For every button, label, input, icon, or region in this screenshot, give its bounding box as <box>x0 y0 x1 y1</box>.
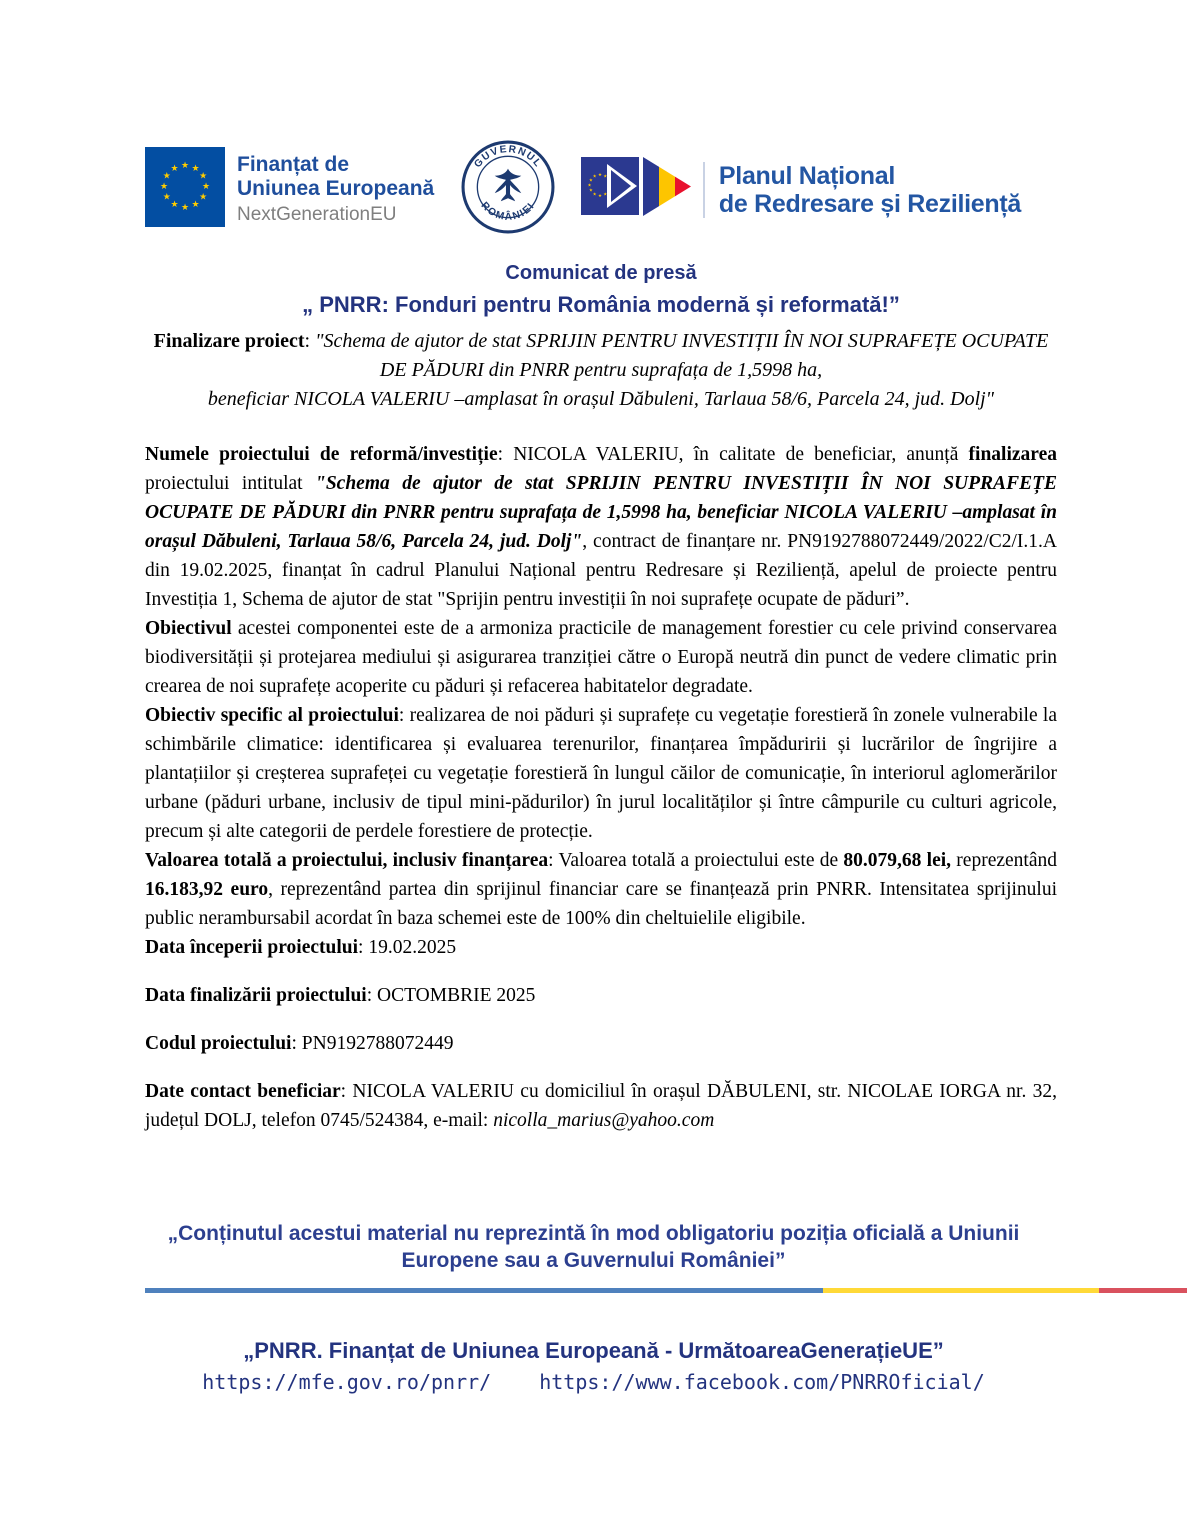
tricolor-divider-rule <box>145 1288 1187 1293</box>
svg-text:★: ★ <box>587 183 592 189</box>
svg-text:★: ★ <box>159 182 169 192</box>
svg-text:★: ★ <box>588 188 593 194</box>
footer-urls <box>0 1370 1187 1394</box>
svg-text:GUVERNUL: GUVERNUL <box>471 144 544 171</box>
svg-text:★: ★ <box>191 163 200 174</box>
pnrr-logo-icon <box>581 151 693 228</box>
body-paragraph-contact: Date contact beneficiar: NICOLA VALERIU cu domiciliul în orașul DĂBULENI, str. NICOLAE IORGA nr. 32, județul DOLJ, telefon 0745/524384, e-mail: nicolla_marius@yahoo.com <box>145 1081 1058 1131</box>
svg-text:★: ★ <box>162 171 171 182</box>
header-logos <box>145 140 1057 239</box>
nextgeneu-label: NextGenerationEU <box>237 204 397 226</box>
pnrr-logo-line1: Planul Național <box>718 161 896 190</box>
eu-funded-label <box>237 153 434 226</box>
rule-blue-segment <box>145 1288 823 1293</box>
body-paragraph-start-date: Data începerii proiectului: 19.02.2025 <box>145 937 457 958</box>
svg-text:★: ★ <box>597 194 602 199</box>
body-paragraph-end-date: Data finalizării proiectului: OCTOMBRIE 2025 <box>145 985 536 1006</box>
bottom-section <box>0 1220 1187 1394</box>
svg-text:★: ★ <box>162 192 171 203</box>
svg-text:★: ★ <box>592 192 597 198</box>
eu-funded-line2: Uniunea Europeană <box>237 177 435 201</box>
eu-funded-line1: Finanțat de <box>237 152 350 176</box>
government-seal-icon <box>461 140 555 239</box>
eu-flag-icon <box>145 147 225 232</box>
svg-text:★: ★ <box>592 174 597 180</box>
rule-red-segment <box>1099 1288 1187 1293</box>
footer-title: „PNRR. Finanțat de Uniunea Europeană - UrmătoareaGenerațieUE” <box>243 1338 944 1363</box>
disclaimer-text: „Conținutul acestui material nu reprezintă în mod obligatoriu poziția oficială a Uniunii Europene sau a Guvernului României” <box>167 1222 1020 1272</box>
svg-text:★: ★ <box>180 203 190 213</box>
svg-text:★: ★ <box>603 174 608 180</box>
svg-text:★: ★ <box>201 182 211 192</box>
svg-text:ROMÂNIEI: ROMÂNIEI <box>478 200 537 223</box>
svg-text:★: ★ <box>170 163 179 174</box>
svg-text:★: ★ <box>199 192 208 203</box>
body-paragraph-objective: Obiectivul acestei componentei este de a armoniza practicile de management forestier cu cele privind conservarea biodiversității și protejarea mediului și asigurarea tranziției către o Europă neutră din punct de vedere climatic prin crearea de noi suprafețe acoperite cu păduri și refacerea habitatelor degradate. <box>145 618 1057 697</box>
svg-text:★: ★ <box>603 192 608 198</box>
pnrr-slogan: „ PNRR: Fonduri pentru România modernă și reformată!” <box>302 292 900 317</box>
rule-yellow-segment <box>823 1288 1099 1293</box>
eu-funded-logo <box>145 147 434 232</box>
svg-text:★: ★ <box>588 178 593 184</box>
body-paragraph-total-value: Valoarea totală a proiectului, inclusiv finanțarea: Valoarea totală a proiectului este de 80.079,68 lei, reprezentând 16.183,92 euro, reprezentând partea din sprijinul financiar care se finanțează prin PNRR. Intensitatea sprijinului public nerambursabil acordat în baza schemei este de 100% din cheltuielile eligibile. <box>145 850 1057 929</box>
body-paragraph-project-code: Codul proiectului: PN9192788072449 <box>145 1033 454 1054</box>
pnrr-logo <box>581 151 1021 228</box>
footer-url-mfe: https://mfe.gov.ro/pnrr/ <box>202 1370 492 1394</box>
svg-text:★: ★ <box>199 171 208 182</box>
svg-text:★: ★ <box>180 161 190 171</box>
footer-url-facebook: https://www.facebook.com/PNRROficial/ <box>539 1370 985 1394</box>
page-title: Comunicat de presă <box>505 262 697 284</box>
svg-text:★: ★ <box>191 200 200 211</box>
pnrr-logo-label <box>703 162 1021 218</box>
body-paragraph-specific-objective: Obiectiv specific al proiectului: realizarea de noi păduri și suprafețe cu vegetație forestieră în zonele vulnerabile la schimbările climatice: identificarea și evaluarea terenurilor, finanțarea împăduririi și lucrărilor de îngrijire a plantațiilor și creșterea suprafeței cu vegetație forestieră în lungul căilor de comunicație, în interiorul aglomerărilor urbane (păduri urbane, inclusiv de tipul mini-pădurilor) în jurul localităților și între câmpurile cu culturi agricole, precum și alte categorii de perdele forestiere de protecție. <box>145 705 1057 842</box>
project-finalization-line: Finalizare proiect: "Schema de ajutor de stat SPRIJIN PENTRU INVESTIȚII ÎN NOI SUPRAFEȚE OCUPATE DE PĂDURI din PNRR pentru suprafața de 1,5998 ha, <box>153 330 1049 381</box>
body-paragraph-project-name: Numele proiectului de reformă/investiție: NICOLA VALERIU, în calitate de beneficiar, anunță finalizarea proiectului intitulat "Schema de ajutor de stat SPRIJIN PENTRU INVESTIȚII ÎN NOI SUPRAFEȚE OCUPATE DE PĂDURI din PNRR pentru suprafața de 1,5998 ha, beneficiar NICOLA VALERIU –amplasat în orașul Dăbuleni, Tarlaua 58/6, Parcela 24, jud. Dolj", contract de finanțare nr. PN9192788072449/2022/C2/I.1.A din 19.02.2025, finanțat în cadrul Planului Național pentru Redresare și Reziliență, apelul de proiecte pentru Investiția 1, Schema de ajutor de stat "Sprijin pentru investiții în noi suprafețe ocupate de păduri”. <box>145 444 1058 610</box>
body-text <box>145 440 1057 1135</box>
svg-text:★: ★ <box>597 173 602 178</box>
svg-text:★: ★ <box>170 200 179 211</box>
title-block <box>145 262 1057 414</box>
pnrr-logo-line2: de Redresare și Reziliență <box>718 189 1021 218</box>
beneficiary-line: beneficiar NICOLA VALERIU –amplasat în orașul Dăbuleni, Tarlaua 58/6, Parcela 24, jud. Dolj" <box>207 388 995 410</box>
